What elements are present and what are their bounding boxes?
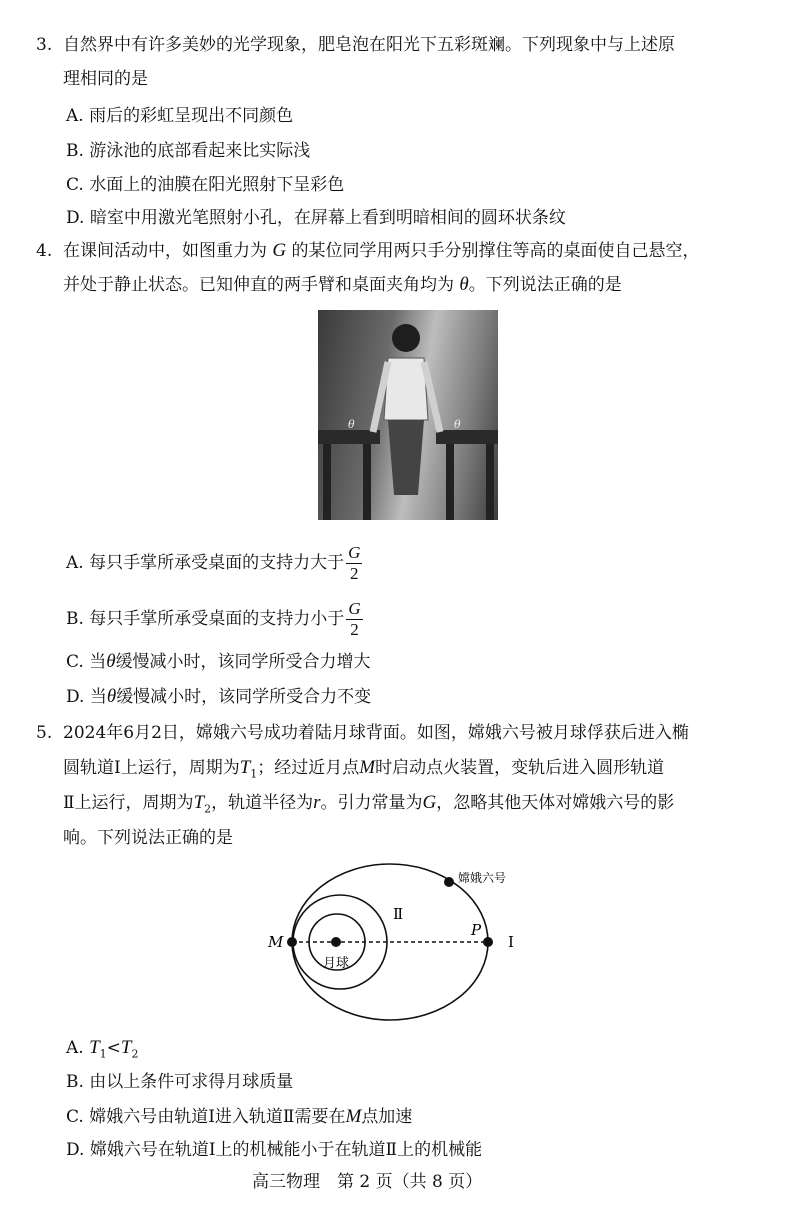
text-segment: 。引力常量为 — [320, 793, 423, 813]
text-segment: < — [106, 1038, 121, 1058]
text-segment: C. 嫦娥六号由轨道Ⅰ进入轨道Ⅱ需要在 — [66, 1107, 346, 1127]
text-segment: ，轨道半径为 — [211, 793, 314, 813]
text-segment: B. 游泳池的底部看起来比实际浅 — [66, 141, 311, 161]
q5-stem-line — [63, 827, 233, 849]
math-symbol: θ — [106, 651, 116, 672]
spacecraft-label: 嫦娥六号 — [458, 871, 507, 885]
fraction — [346, 599, 362, 640]
subscript: 1 — [99, 1047, 107, 1061]
text-segment: 时启动点火装置，变轨后进入圆形轨道 — [375, 758, 665, 778]
q4-number: 4. — [36, 241, 53, 261]
text-segment: 缓慢减小时，该同学所受合力不变 — [116, 687, 372, 707]
subscript: 2 — [204, 802, 212, 816]
math-symbol: G — [272, 240, 287, 261]
q4-option-C — [66, 651, 371, 673]
moon-label: 月球 — [323, 956, 350, 971]
q3-option-B — [66, 140, 310, 162]
text-segment: D. 当 — [66, 687, 107, 707]
math-symbol: T — [193, 792, 205, 813]
text-segment: B. 每只手掌所承受桌面的支持力小于 — [66, 609, 345, 629]
student-desk-photo — [318, 310, 498, 520]
q4-stem-line — [63, 274, 622, 296]
text-segment: 的某位同学用两只手分别撑住等高的桌面使自己悬空， — [286, 241, 700, 261]
text-segment: 理相同的是 — [63, 69, 148, 89]
text-segment: D. 嫦娥六号在轨道Ⅰ上的机械能小于在轨道Ⅱ上的机械能 — [66, 1140, 483, 1160]
math-symbol: M — [359, 757, 376, 778]
q3-stem-line — [63, 68, 148, 90]
q3-number: 3. — [36, 35, 53, 55]
q4-stem-line — [63, 240, 700, 262]
fraction-numerator: G — [348, 543, 361, 562]
math-symbol: T — [239, 757, 251, 778]
q5-stem-line — [63, 757, 664, 785]
orbit-1-label: Ⅰ — [508, 933, 514, 951]
text-segment: 在课间活动中，如图重力为 — [63, 241, 273, 261]
point-m-label: M — [268, 933, 284, 951]
fraction-denominator: 2 — [350, 620, 359, 639]
text-segment: A. 雨后的彩虹呈现出不同颜色 — [66, 106, 294, 126]
math-symbol: θ — [106, 686, 117, 707]
text-segment: 点加速 — [361, 1107, 413, 1127]
q3-option-A — [66, 105, 293, 127]
angle-label-left: θ — [348, 418, 355, 431]
q4-option-D — [66, 686, 371, 708]
orbit-diagram — [250, 850, 550, 1030]
point-m-dot — [287, 937, 297, 947]
text-segment: 自然界中有许多美妙的光学现象，肥皂泡在阳光下五彩斑斓。下列现象中与上述原 — [63, 35, 675, 55]
q3-stem-line — [63, 34, 675, 56]
math-symbol: G — [422, 792, 437, 813]
text-segment: 响。下列说法正确的是 — [63, 828, 233, 848]
text-segment: C. 水面上的油膜在阳光照射下呈彩色 — [66, 175, 345, 195]
text-segment: D. 暗室中用激光笔照射小孔，在屏幕上看到明暗相间的圆环状条纹 — [66, 208, 566, 228]
text-segment: C. 当 — [66, 652, 107, 672]
angle-label-right: θ — [454, 418, 461, 431]
math-symbol: r — [313, 792, 321, 813]
text-segment: 缓慢减小时，该同学所受合力增大 — [115, 652, 371, 672]
math-symbol: T — [120, 1037, 132, 1058]
subscript: 1 — [250, 767, 258, 781]
text-segment: ，忽略其他天体对嫦娥六号的影 — [436, 793, 675, 813]
text-segment: 。下列说法正确的是 — [468, 275, 622, 295]
math-symbol: M — [345, 1106, 362, 1127]
q3-option-C — [66, 174, 344, 196]
q4-option-A — [66, 543, 362, 584]
subscript: 2 — [131, 1047, 139, 1061]
spacecraft-dot — [444, 877, 454, 887]
point-p-label: P — [471, 921, 482, 939]
moon-center-dot — [331, 937, 341, 947]
q5-number: 5. — [36, 723, 53, 743]
q5-option-D — [66, 1139, 482, 1161]
page-footer: 高三物理 第 2 页（共 8 页） — [252, 1172, 483, 1192]
text-segment: Ⅱ上运行，周期为 — [63, 793, 194, 813]
fraction-numerator: G — [348, 599, 361, 618]
q5-stem-line — [63, 722, 689, 744]
text-segment: ；经过近月点 — [257, 758, 360, 778]
text-segment: 并处于静止状态。已知伸直的两手臂和桌面夹角均为 — [63, 275, 460, 295]
orbit-2-label: Ⅱ — [393, 905, 404, 923]
text-segment: A. — [66, 1038, 90, 1058]
text-segment: 2024年6月2日，嫦娥六号成功着陆月球背面。如图，嫦娥六号被月球俘获后进入椭 — [63, 723, 689, 743]
point-p-dot — [483, 937, 493, 947]
math-symbol: θ — [459, 274, 469, 295]
text-segment: 圆轨道Ⅰ上运行，周期为 — [63, 758, 240, 778]
math-symbol: T — [89, 1037, 100, 1058]
q5-option-A — [66, 1037, 139, 1065]
fraction-denominator: 2 — [349, 564, 359, 583]
text-segment: A. 每只手掌所承受桌面的支持力大于 — [66, 553, 345, 573]
q3-option-D — [66, 207, 566, 229]
q4-option-B — [66, 599, 363, 640]
q5-option-C — [66, 1106, 412, 1128]
fraction — [346, 543, 362, 584]
q5-option-B — [66, 1071, 293, 1093]
q5-stem-line — [63, 792, 674, 820]
text-segment: B. 由以上条件可求得月球质量 — [66, 1072, 294, 1092]
